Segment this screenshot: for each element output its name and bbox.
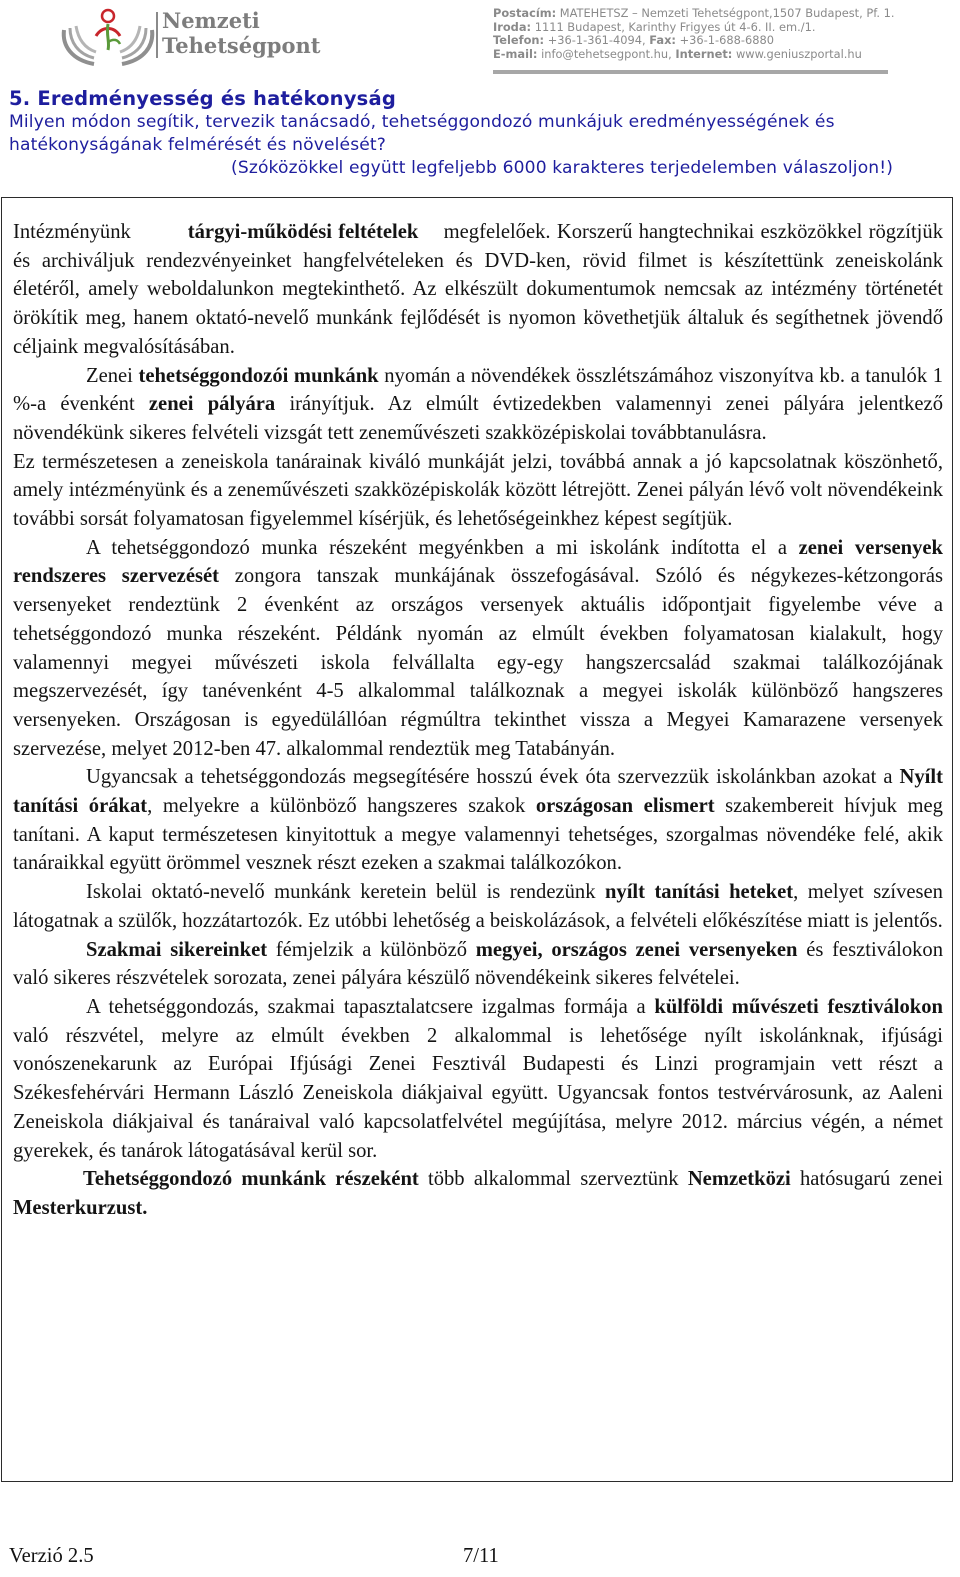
bold-run: Mesterkurzust. (13, 1196, 148, 1219)
answer-paragraph-5 (13, 763, 943, 878)
answer-paragraph-7 (13, 936, 943, 993)
text-run: szakembereit hívjuk meg tanítani. A kaput természetesen kinyitottuk a megye valamennyi tehetséges, szorgalmas növendéke felé, akik tanáraikkal együtt örömmel vesznek részt ezeken a szakmai találkozókon. (13, 795, 943, 875)
email-label: E-mail: (493, 46, 538, 61)
internet-label: Internet: (675, 46, 733, 61)
text-run: több alkalommal szerveztünk (427, 1168, 679, 1191)
postal-label: Postacím: (493, 6, 557, 20)
postal-line (493, 7, 895, 21)
question-line-1: Milyen módon segítik, tervezik tanácsadó, tehetséggondozó munkájuk eredményességének és (9, 112, 835, 132)
postal-value: MATEHETSZ – Nemzeti Tehetségpont,1507 Budapest, Pf. 1. (559, 6, 895, 20)
text-run: zongora tanszak munkájának összefogásával. Szóló és négykezes-kétzongorás versenyeket rendeztünk 2 évenként az országos versenyek aktuális időpontjait figyelembe véve a tehetséggondozó munka részeként. Példánk nyomán az elmúlt években folyamatosan kialakult, hogy valamennyi megyei művészeti iskola felvállalta egy-egy hangszercsalád szakmai találkozójának megszervezését, így tanévenként 4-5 alkalommal találkoznak a megyei iskolák különböző hangszeres versenyeken. Országosan is egyedülállóan régmúltra tekinthet vissza a Megyei Kamarazene versenyek szervezése, melyet 2012-ben 47. alkalommal rendeztük meg Tatabányán. (13, 565, 943, 760)
answer-paragraph-1 (13, 218, 943, 362)
brand-name (162, 8, 320, 58)
answer-paragraph-9 (13, 1165, 943, 1222)
bold-run: Szakmai sikereinket (86, 938, 268, 961)
question-note: (Szóközökkel együtt legfeljebb 6000 karakteres terjedelemben válaszoljon!) (231, 158, 894, 178)
answer-box (1, 197, 953, 1482)
bold-run: tehetséggondozói munkánk (138, 364, 379, 387)
text-run: való részvétel, melyre az elmúlt években 2 alkalommal is lehetősége nyílt iskolánknak, ifjúsági vonószenekarunk az Európai Ifjúsági Zenei Fesztivál Budapesti és Linzi programjain vett részt a Székesfehérvári Hermann László Zeneiskola diákjaival együtt. Ugyancsak fontos testvérvárosunk, az Aaleni Zeneiskola diákjaival és tanáraival való kapcsolatfelvétel megújítása, melyre 2012. március végén, a német gyerekek, és tanárok látogatásával kerül sor. (13, 1024, 943, 1162)
bold-run: megyei, országos zenei versenyeken (475, 938, 798, 961)
bold-run: zenei pályára (148, 393, 276, 416)
answer-paragraph-6 (13, 878, 943, 935)
bold-run: Tehetséggondozó munkánk részeként (83, 1168, 419, 1191)
answer-paragraph-4 (13, 534, 943, 764)
version-label: Verzió 2.5 (9, 1545, 94, 1567)
text-run: hatósugarú zenei (799, 1168, 943, 1191)
answer-paragraph-2 (13, 362, 943, 448)
header-rule (493, 70, 888, 74)
brand-line2: Tehetségpont (162, 33, 321, 58)
email-value: info@tehetsegpont.hu, (541, 46, 672, 61)
email-line (493, 48, 895, 62)
page-number: 7/11 (463, 1545, 499, 1567)
text-run: Ez természetesen a zeneiskola tanárainak kiváló munkáját jelzi, továbbá annak a jó kapcsolatnak köszönhető, amely intézményünk és a zeneművészeti szakközépiskolák között létrejött. Zenei pályán lévő volt növendékeink további sorsát folyamatosan figyelemmel kísérjük, és lehetőségeinkhez képest segítjük. (13, 450, 943, 531)
text-run: , melyekre a különböző hangszeres szakok (147, 795, 526, 818)
bold-run: Nemzetközi (687, 1168, 791, 1191)
question-block (9, 87, 954, 180)
text-run: A tehetséggondozás, szakmai tapasztalatcsere izgalmas formája a (86, 995, 646, 1018)
answer-paragraph-3 (13, 448, 943, 534)
text-run: A tehetséggondozó munka részeként megyénkben a mi iskolánk indította el a (86, 536, 787, 559)
bold-run: tárgyi-működési feltételek (187, 221, 419, 243)
brand-line1: Nemzeti (162, 8, 260, 33)
bold-run: országosan elismert (535, 795, 715, 818)
text-run: Zenei (86, 364, 133, 387)
letterhead (0, 0, 960, 80)
internet-value: www.geniuszportal.hu (735, 46, 862, 61)
bold-run: külföldi művészeti fesztiválokon (654, 995, 944, 1018)
phone-value: +36-1-361-4094, (547, 33, 646, 48)
bold-run: nyílt tanítási heteket (604, 881, 794, 904)
question-title: 5. Eredményesség és hatékonyság (9, 87, 397, 110)
question-line-2: hatékonyságának felmérését és növelését? (9, 135, 386, 155)
bold-run: zenei versenyek rendszeres szervezését (13, 536, 943, 588)
text-run: és fesztiválokon való sikeres részvételek sorozata, zenei pályára készülő növendékeink sikeres felvételei. (13, 938, 944, 990)
brand-separator (156, 12, 158, 58)
office-value: 1111 Budapest, Karinthy Frigyes út 4-6. II. em./1. (534, 19, 816, 34)
tehetsegpont-logo-icon (58, 2, 158, 68)
text-run: Iskolai oktató-nevelő munkánk keretein belül is rendezünk (86, 881, 596, 904)
text-run: , melyet szívesen látogatnak a szülők, hozzátartozók. Ez utóbbi lehetőség a beiskolázások, a felvételi előkészítése miatt is jelentős. (13, 881, 943, 932)
text-run: nyomán a növendékek összlétszámához viszonyítva kb. a tanulók 1 %-a évenként (13, 364, 943, 416)
phone-line (493, 34, 895, 48)
answer-paragraph-8 (13, 993, 943, 1165)
bold-run: Nyílt tanítási órákat (13, 766, 943, 818)
text-run: Ugyancsak a tehetséggondozás megsegítésére hosszú évek óta szervezzük iskolánkban azokat a (86, 766, 893, 789)
text-run: Intézményünk (13, 221, 131, 243)
office-label: Iroda: (493, 19, 532, 34)
text-run: irányítjuk. Az elmúlt évtizedekben valamennyi zenei pályára jelentkező növendékünk sikeres felvételi vizsgát tett zeneművészeti szakközépiskolai továbbtanulásra. (13, 393, 943, 444)
office-line (493, 21, 895, 35)
fax-value: +36-1-688-6880 (679, 33, 774, 48)
contact-block (493, 7, 895, 61)
fax-label: Fax: (649, 33, 676, 48)
text-run: megfelelőek. Korszerű hangtechnikai eszközökkel rögzítjük és archiváljuk rendezvényeinket hangfelvételeken és DVD-ken, rövid filmet is készítettünk zeneiskolánk életéről, amely weboldalunkon megtekinthető. Az elkészült dokumentumok nemcsak az intézmény történetét örökítik meg, hanem oktató-nevelő munkánk fejlődését is nyomon követhetjük általuk és segíthetnek jövendő céljaink megvalósításában. (13, 221, 943, 358)
answer-text (13, 218, 943, 1223)
text-run: fémjelzik a különböző (275, 938, 468, 961)
phone-label: Telefon: (493, 33, 545, 48)
